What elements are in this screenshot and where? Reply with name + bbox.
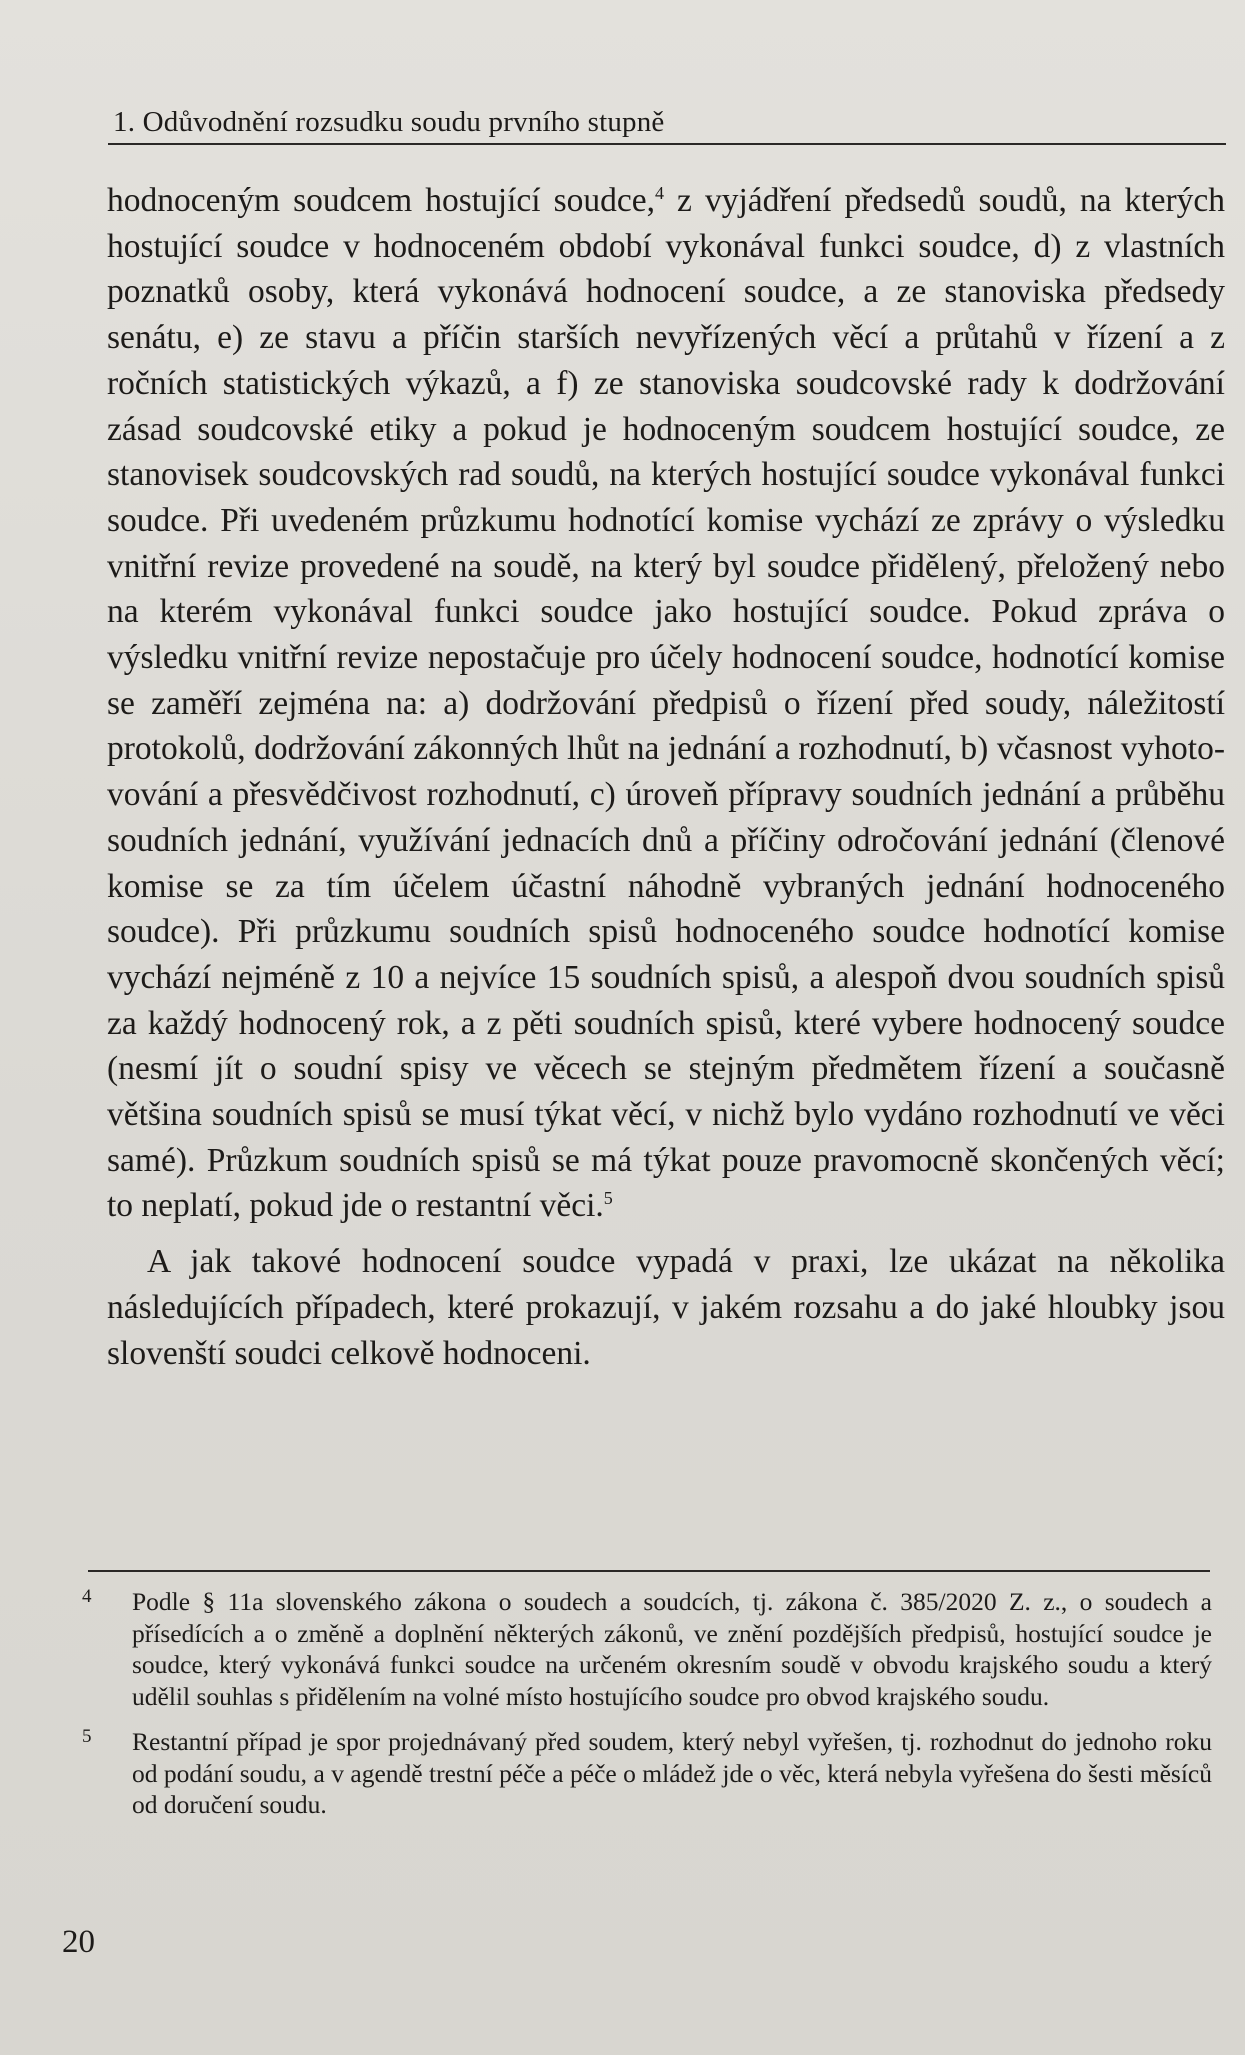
running-head: 1. Odůvodnění rozsudku soudu prvního stupně	[113, 106, 665, 138]
footnote-text: Restantní případ je spor projednávaný před soudem, který nebyl vyřešen, tj. rozhodnut do jednoho roku od podání soudu, a v agendě trestní péče a péče o mládež jde o věc, která nebyla vyřešena do šesti měsíců od doručení soudu.	[132, 1727, 1212, 1819]
page-number: 20	[62, 1924, 95, 1960]
footnote-ref-4[interactable]: 4	[655, 182, 665, 203]
footnote-4	[82, 1586, 1212, 1712]
paragraph-1-continuation: z vyjádření předsedů soudů, na kterých hostující soudce v hodnoceném období vykonával funkci soudce, d) z vlastních poznatků osoby, která vykonává hodnocení soudce, a ze stanoviska předsedy senátu, e) ze stavu a příčin starších nevyřízených věcí a průtahů v řízení a z ročních statistických výkazů, a f) ze stanoviska soudcovské rady k dodržování zásad soudcovské etiky a pokud je hodnoceným soudcem hostující soudce, ze stanovisek soudcovských rad soudů, na kterých hostující soudce vykonával funkci soudce. Při uvedeném průzkumu hodnotící komise vychází ze zprávy o výsledku vnitřní revize provedené na soudě, na který byl soudce přidělený, přeložený nebo na kterém vykonával funkci soudce jako hostující soudce. Pokud zpráva o výsledku vnitřní revize nepostačuje pro účely hodnocení soudce, hodnotící komise se zaměří zejména na: a) dodržování předpisů o řízení před soudy, náležitostí protokolů, dodržování zákonných lhůt na jednání a rozhodnutí, b) včasnost vyhotovování a přesvědčivost rozhodnutí, c) úroveň přípravy soudních jednání a průběhu soudních jednání, využívání jednacích dnů a příčiny odročování jednání (členové komise se za tím účelem účastní náhodně vybraných jednání hodnoceného soudce). Při průzkumu soudních spisů hodnoceného soudce hodnotící komise vychází nejméně z 10 a nejvíce 15 soudních spisů, a alespoň dvou soudních spisů za každý hodnocený rok, a z pěti soudních spisů, které vybere hodnocený soudce (nesmí jít o soudní spisy ve věcech se stejným předmětem řízení a současně většina soudních spisů se musí týkat věcí, v nichž bylo vydáno rozhodnutí ve věci samé). Průzkum soudních spisů se má týkat pouze pravomocně skončených věcí; to neplatí, pokud jde o restantní věci.	[107, 182, 1225, 1225]
main-text	[107, 178, 1225, 1376]
header-rule	[108, 143, 1226, 145]
footnote-5	[82, 1726, 1212, 1821]
footnote-ref-5[interactable]: 5	[603, 1188, 613, 1209]
footnote-rule	[88, 1570, 1210, 1572]
footnotes	[82, 1586, 1212, 1835]
paragraph-1	[107, 178, 1225, 1229]
footnote-number: 5	[82, 1726, 92, 1747]
footnote-text: Podle § 11a slovenského zákona o soudech a soudcích, tj. zákona č. 385/2020 Z. z., o soudech a přísedících a o změně a doplnění některých zákonů, ve znění pozdějších předpisů, hostující soudce je soudce, který vykonává funkci soudce na určeném okresním soudě v obvodu krajského soudu a který udělil souhlas s přidělením na volné místo hostujícího soudce pro obvod krajského soudu.	[132, 1587, 1212, 1711]
paragraph-1-start: hodnoceným soudcem hostující soudce,	[107, 182, 656, 219]
paragraph-2: A jak takové hodnocení soudce vypadá v praxi, lze ukázat na několika následujících případech, které prokazují, v jakém rozsahu a do jaké hloubky jsou slovenští soudci celkově hodnoceni.	[107, 1243, 1225, 1372]
footnote-number: 4	[82, 1586, 92, 1607]
